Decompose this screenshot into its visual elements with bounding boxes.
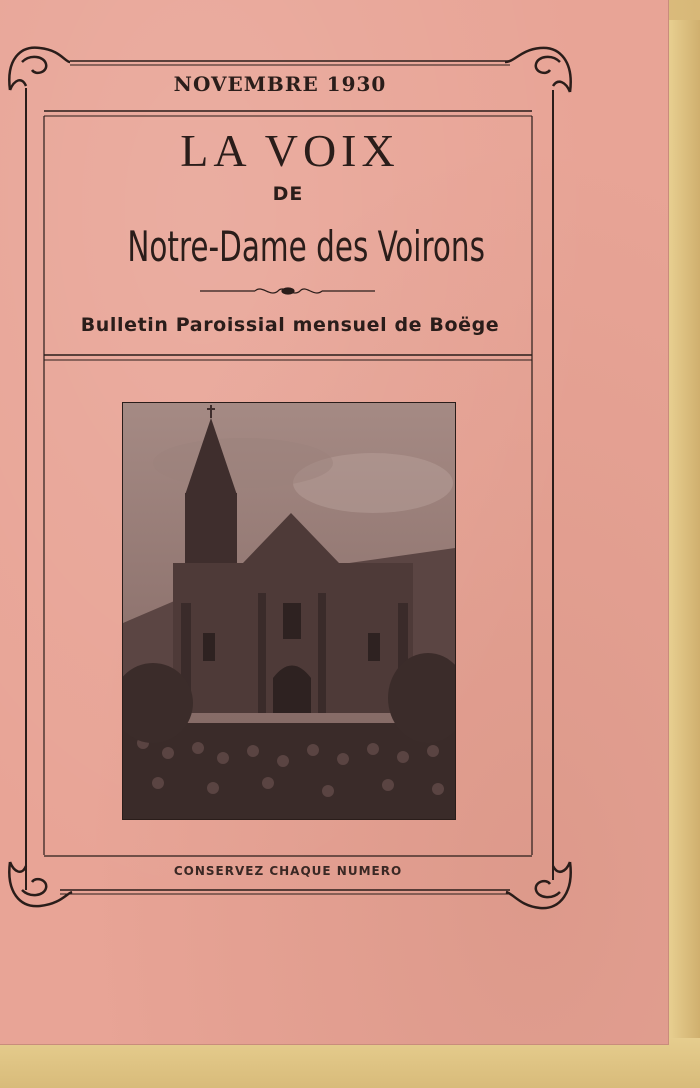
ornament-corner-top-left — [9, 48, 70, 90]
ornament-corner-top-right — [505, 48, 571, 92]
bulletin-title: LA VOIX — [180, 125, 400, 176]
ornament-corner-bottom-right — [506, 862, 571, 908]
issue-date: NOVEMBRE 1930 — [173, 72, 387, 96]
title-connector: DE — [272, 183, 304, 205]
church-photograph — [122, 402, 456, 820]
church-illustration — [123, 403, 455, 819]
ornament-corner-bottom-left — [9, 862, 72, 906]
bulletin-subtitle: Bulletin Paroissial mensuel de Boëge — [80, 314, 500, 336]
parish-name: Notre-Dame des Voirons — [127, 222, 485, 271]
flourish-divider — [200, 288, 375, 294]
footer-note: CONSERVEZ CHAQUE NUMERO — [173, 864, 403, 878]
